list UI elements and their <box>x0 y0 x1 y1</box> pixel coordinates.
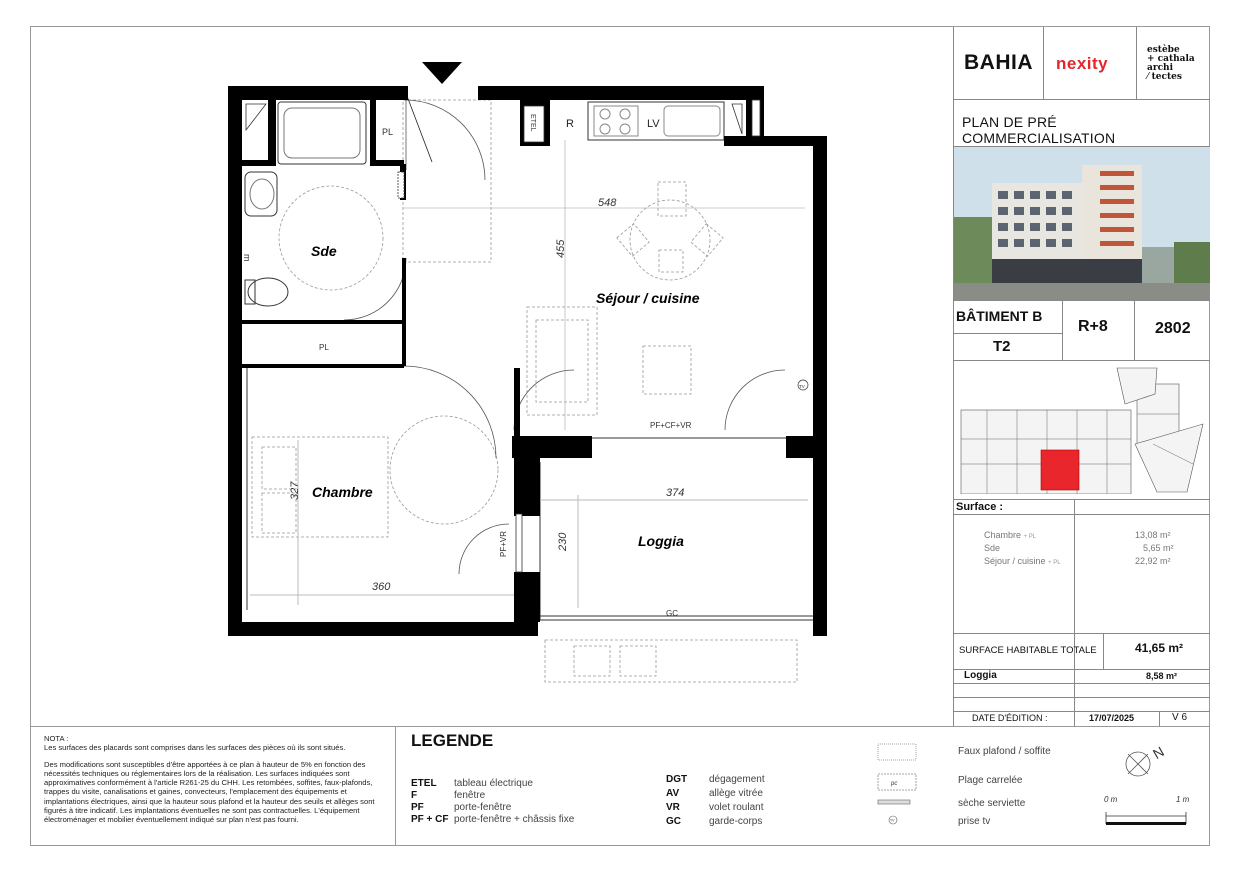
north-and-scale <box>1100 740 1200 830</box>
scale-bar-icon <box>1106 812 1186 825</box>
svg-text:N: N <box>1150 743 1167 763</box>
label-pl-bath: PL <box>382 127 394 137</box>
tiled-area-tag: pc <box>891 781 898 787</box>
label-pf-vr: PF+VR <box>499 530 508 557</box>
version: V 6 <box>1172 712 1188 723</box>
dim-chambre-height: 327 <box>289 481 301 500</box>
dim-loggia-width: 374 <box>666 487 685 499</box>
label-pf-cf-vr: PF+CF+VR <box>650 421 692 430</box>
room-label-chambre: Chambre <box>312 484 373 500</box>
label-tv: TV <box>799 384 805 389</box>
room-label-sde: Sde <box>311 243 337 259</box>
lot-number: 2802 <box>1155 320 1191 337</box>
legend-title: LEGENDE <box>411 731 494 750</box>
project-name: BAHIA <box>964 51 1033 74</box>
legend-towel-dryer: sèche serviette <box>958 798 1026 809</box>
apartment-type: T2 <box>993 338 1011 355</box>
label-lv: LV <box>647 118 660 130</box>
surface-title: Surface : <box>956 501 1004 513</box>
key-plan-image <box>957 364 1207 494</box>
scale-start: 0 m <box>1104 795 1118 804</box>
legend-false-ceiling: Faux plafond / soffite <box>958 746 1051 757</box>
legend-tv-socket: prise tv <box>958 816 991 827</box>
label-m: m <box>242 254 252 262</box>
loggia-label: Loggia <box>964 670 997 681</box>
legend-col1: ETEL tableau électrique F fenêtre PF porte-fenêtre PF + CF porte-fenêtre + châssis fixe <box>411 778 575 825</box>
highlighted-lot <box>1041 450 1079 490</box>
scale-end: 1 m <box>1176 795 1190 804</box>
interior-lines <box>240 102 818 620</box>
towel-dryer-icon <box>878 800 910 804</box>
dim-sejour-width: 548 <box>598 197 617 209</box>
loggia-value: 8,58 m² <box>1146 671 1178 681</box>
openings <box>246 100 760 572</box>
title-block <box>953 27 1210 726</box>
building-label: BÂTIMENT B <box>956 308 1043 324</box>
walls <box>228 86 827 636</box>
edition-date-value: 17/07/2025 <box>1089 713 1135 723</box>
dim-loggia-height: 230 <box>557 532 569 551</box>
building-level: R+8 <box>1078 318 1108 335</box>
label-gc: GC <box>666 609 678 618</box>
door-swings <box>344 96 785 574</box>
legend-symbols <box>870 740 930 830</box>
legend-col2: DGT dégagement AV allège vitrée VR volet roulant GC garde-corps <box>666 774 765 827</box>
legend-tiled-area: Plage carrelée <box>958 775 1023 786</box>
surface-row: Sde <box>984 543 1001 553</box>
dim-chambre-width: 360 <box>372 581 391 593</box>
label-etel: ETEL <box>529 114 536 132</box>
developer-logo: nexity <box>1056 54 1109 73</box>
surface-row: Séjour / cuisine + PL <box>984 556 1061 566</box>
tv-socket-tag: TV <box>890 818 895 823</box>
false-ceiling-icon <box>878 744 916 760</box>
surface-value: 13,08 m² <box>1135 530 1171 540</box>
surface-value: 22,92 m² <box>1135 556 1171 566</box>
label-pl-corridor: PL <box>319 343 329 352</box>
edition-date-label: DATE D'ÉDITION : <box>972 713 1048 723</box>
surface-value: 5,65 m² <box>1143 543 1174 553</box>
entrance-arrow-icon <box>422 62 462 84</box>
plan-title: PLAN DE PRÉ COMMERCIALISATION <box>962 114 1116 146</box>
total-surface-label: SURFACE HABITABLE TOTALE <box>959 645 1097 656</box>
room-label-sejour: Séjour / cuisine <box>596 290 700 306</box>
label-r: R <box>566 118 574 130</box>
building-rendering-image <box>954 147 1210 300</box>
nota-block: NOTA : Les surfaces des placards sont comprises dans les surfaces des pièces où ils sont situés. Des modifications sont susceptibles d'être apportées à ce plan à hauteur de 5% en fonction des nécessités techniques ou réglementaires lors de la réalisation. Les surfaces indiquées sont approximatives conformément à l'article R261-25 du CHH. Les retombées, soffites, faux-plafonds, trappes du visite, canalisations et gaines, convecteurs, l'emplacement des équipements et implantations électriques, ainsi que la hauteur sous plafond et la hauteur des seuils et allèges sont figurés à titre indicatif. Les implantations éventuelles ne sont pas contractuelles. L'équipement électroménager et mobilier éventuellement indiqué sur plan n'est pas fourni. <box>44 734 375 825</box>
room-label-loggia: Loggia <box>638 533 684 549</box>
architect-logo: estèbe + cathala archi ⁄ tectes <box>1147 45 1195 82</box>
dim-sejour-height: 455 <box>555 239 567 258</box>
north-arrow-icon <box>1126 743 1167 776</box>
surface-row: Chambre + PL <box>984 530 1037 540</box>
total-surface-value: 41,65 m² <box>1135 641 1184 655</box>
